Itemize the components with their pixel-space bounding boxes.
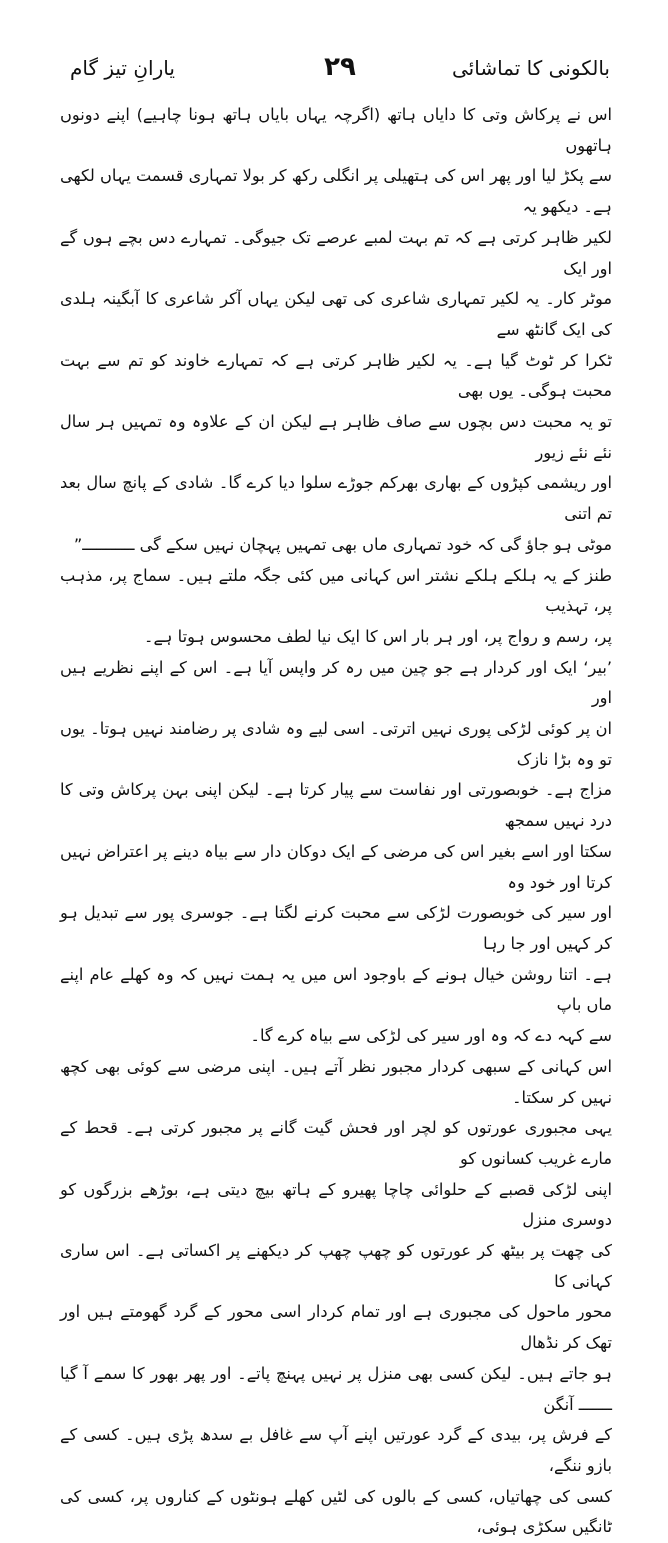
paragraph: اس نے پرکاش وتی کا دایاں ہاتھ (اگرچہ یہاں بایاں ہاتھ ہونا چاہیے) اپنے دونوں ہاتھوں سے پکڑ لیا اور پھر اس کی ہتھیلی پر انگلی رکھ کر بولا تمہاری قسمت یہاں لکھی ہے۔ دیکھو یہ لکیر ظاہر کرتی ہے کہ تم بہت لمبے عرصے تک جیوگی۔ تمہارے دس بچے ہوں گے اور ایک موٹر کار۔ یہ لکیر تمہاری شاعری کی تھی لیکن یہاں آکر شاعری کا آبگینہ ہلدی کی ایک گانٹھ سے ٹکرا کر ٹوٹ گیا ہے۔ یہ لکیر ظاہر کرتی ہے کہ تمہارے خاوند کو تم سے بہت محبت ہوگی۔ یوں بھی تو یہ محبت دس بچوں سے صاف ظاہر ہے لیکن ان کے علاوہ وہ تمہیں ہر سال نئے نئے زیور اور ریشمی کپڑوں کے بھاری بھرکم جوڑے سلوا دیا کرے گا۔ شادی کے پانچ سال بعد تم اتنی موٹی ہو جاؤ گی کہ خود تمہاری ماں بھی تمہیں پہچان نہیں سکے گی ـــــــــــ” — [60, 105, 612, 554]
paragraph: اس کہانی کے سبھی کردار مجبور نظر آتے ہیں۔ اپنی مرضی سے کوئی بھی کچھ نہیں کر سکتا۔ یہی مجبوری عورتوں کو لچر اور فحش گیت گانے پر مجبور کرتی ہے۔ قحط کے مارے غریب کسانوں کو اپنی لڑکی قصبے کے حلوائی چاچا پھیرو کے ہاتھ بیچ دیتی ہے، بوڑھے بزرگوں کو دوسری منزل کی چھت پر بیٹھ کر عورتوں کو چھپ چھپ کر دیکھنے پر اکساتی ہے۔ اس ساری کہانی کا محور ماحول کی مجبوری ہے اور تمام کردار اسی محور کے گرد گھومتے ہیں اور تھک کر نڈھال ہو جاتے ہیں۔ لیکن کسی بھی منزل پر نہیں پہنچ پاتے۔ اور پھر بھور کا سمے آ گیا ـــــــ آنگن کے فرش پر، بیدی کے گرد عورتیں اپنے آپ سے غافل بے سدھ پڑی ہیں۔ کسی کے بازو ننگے، کسی کی چھاتیاں، کسی کے بالوں کی لٹیں کھلے ہونٹوں کے کناروں پر، کسی کی ٹانگیں سکڑی ہوئی، — [60, 1056, 612, 1537]
page-header — [70, 52, 610, 96]
page-body — [60, 100, 612, 1543]
running-title-right: بالکونی کا تماشائی — [451, 56, 610, 80]
paragraph: طنز کے یہ ہلکے ہلکے نشتر اس کہانی میں کئی جگہ ملتے ہیں۔ سماج پر، مذہب پر، تہذیب پر، رسم و رواج پر، اور ہر بار اس کا ایک نیا لطف محسوس ہوتا ہے۔ — [60, 565, 612, 646]
paragraph: ’بیر‘ ایک اور کردار ہے جو چین میں رہ کر واپس آیا ہے۔ اس کے اپنے نظریے ہیں اور ان پر کوئی لڑکی پوری نہیں اترتی۔ اسی لیے وہ شادی پر رضامند نہیں ہوتا۔ یوں تو وہ بڑا نازک مزاج ہے۔ خوبصورتی اور نفاست سے پیار کرتا ہے۔ لیکن اپنی بہن پرکاش وتی کا درد نہیں سمجھ سکتا اور اسے بغیر اس کی مرضی کے ایک دوکان دار سے بیاہ دینے پر اعتراض نہیں کرتا اور خود وہ اور سیر کی خوبصورت لڑکی سے محبت کرنے لگتا ہے۔ جوسری پور سے تبدیل ہو کر کہیں اور جا رہا ہے۔ اتنا روشن خیال ہونے کے باوجود اس میں یہ ہمت نہیں کہ وہ کھلے عام اپنے ماں باپ سے کہہ دے کہ وہ اور سیر کی لڑکی سے بیاہ کرے گا۔ — [60, 657, 612, 1046]
running-title-left: یارانِ تیز گام — [70, 56, 175, 80]
page-number: ۲۹ — [324, 52, 356, 82]
